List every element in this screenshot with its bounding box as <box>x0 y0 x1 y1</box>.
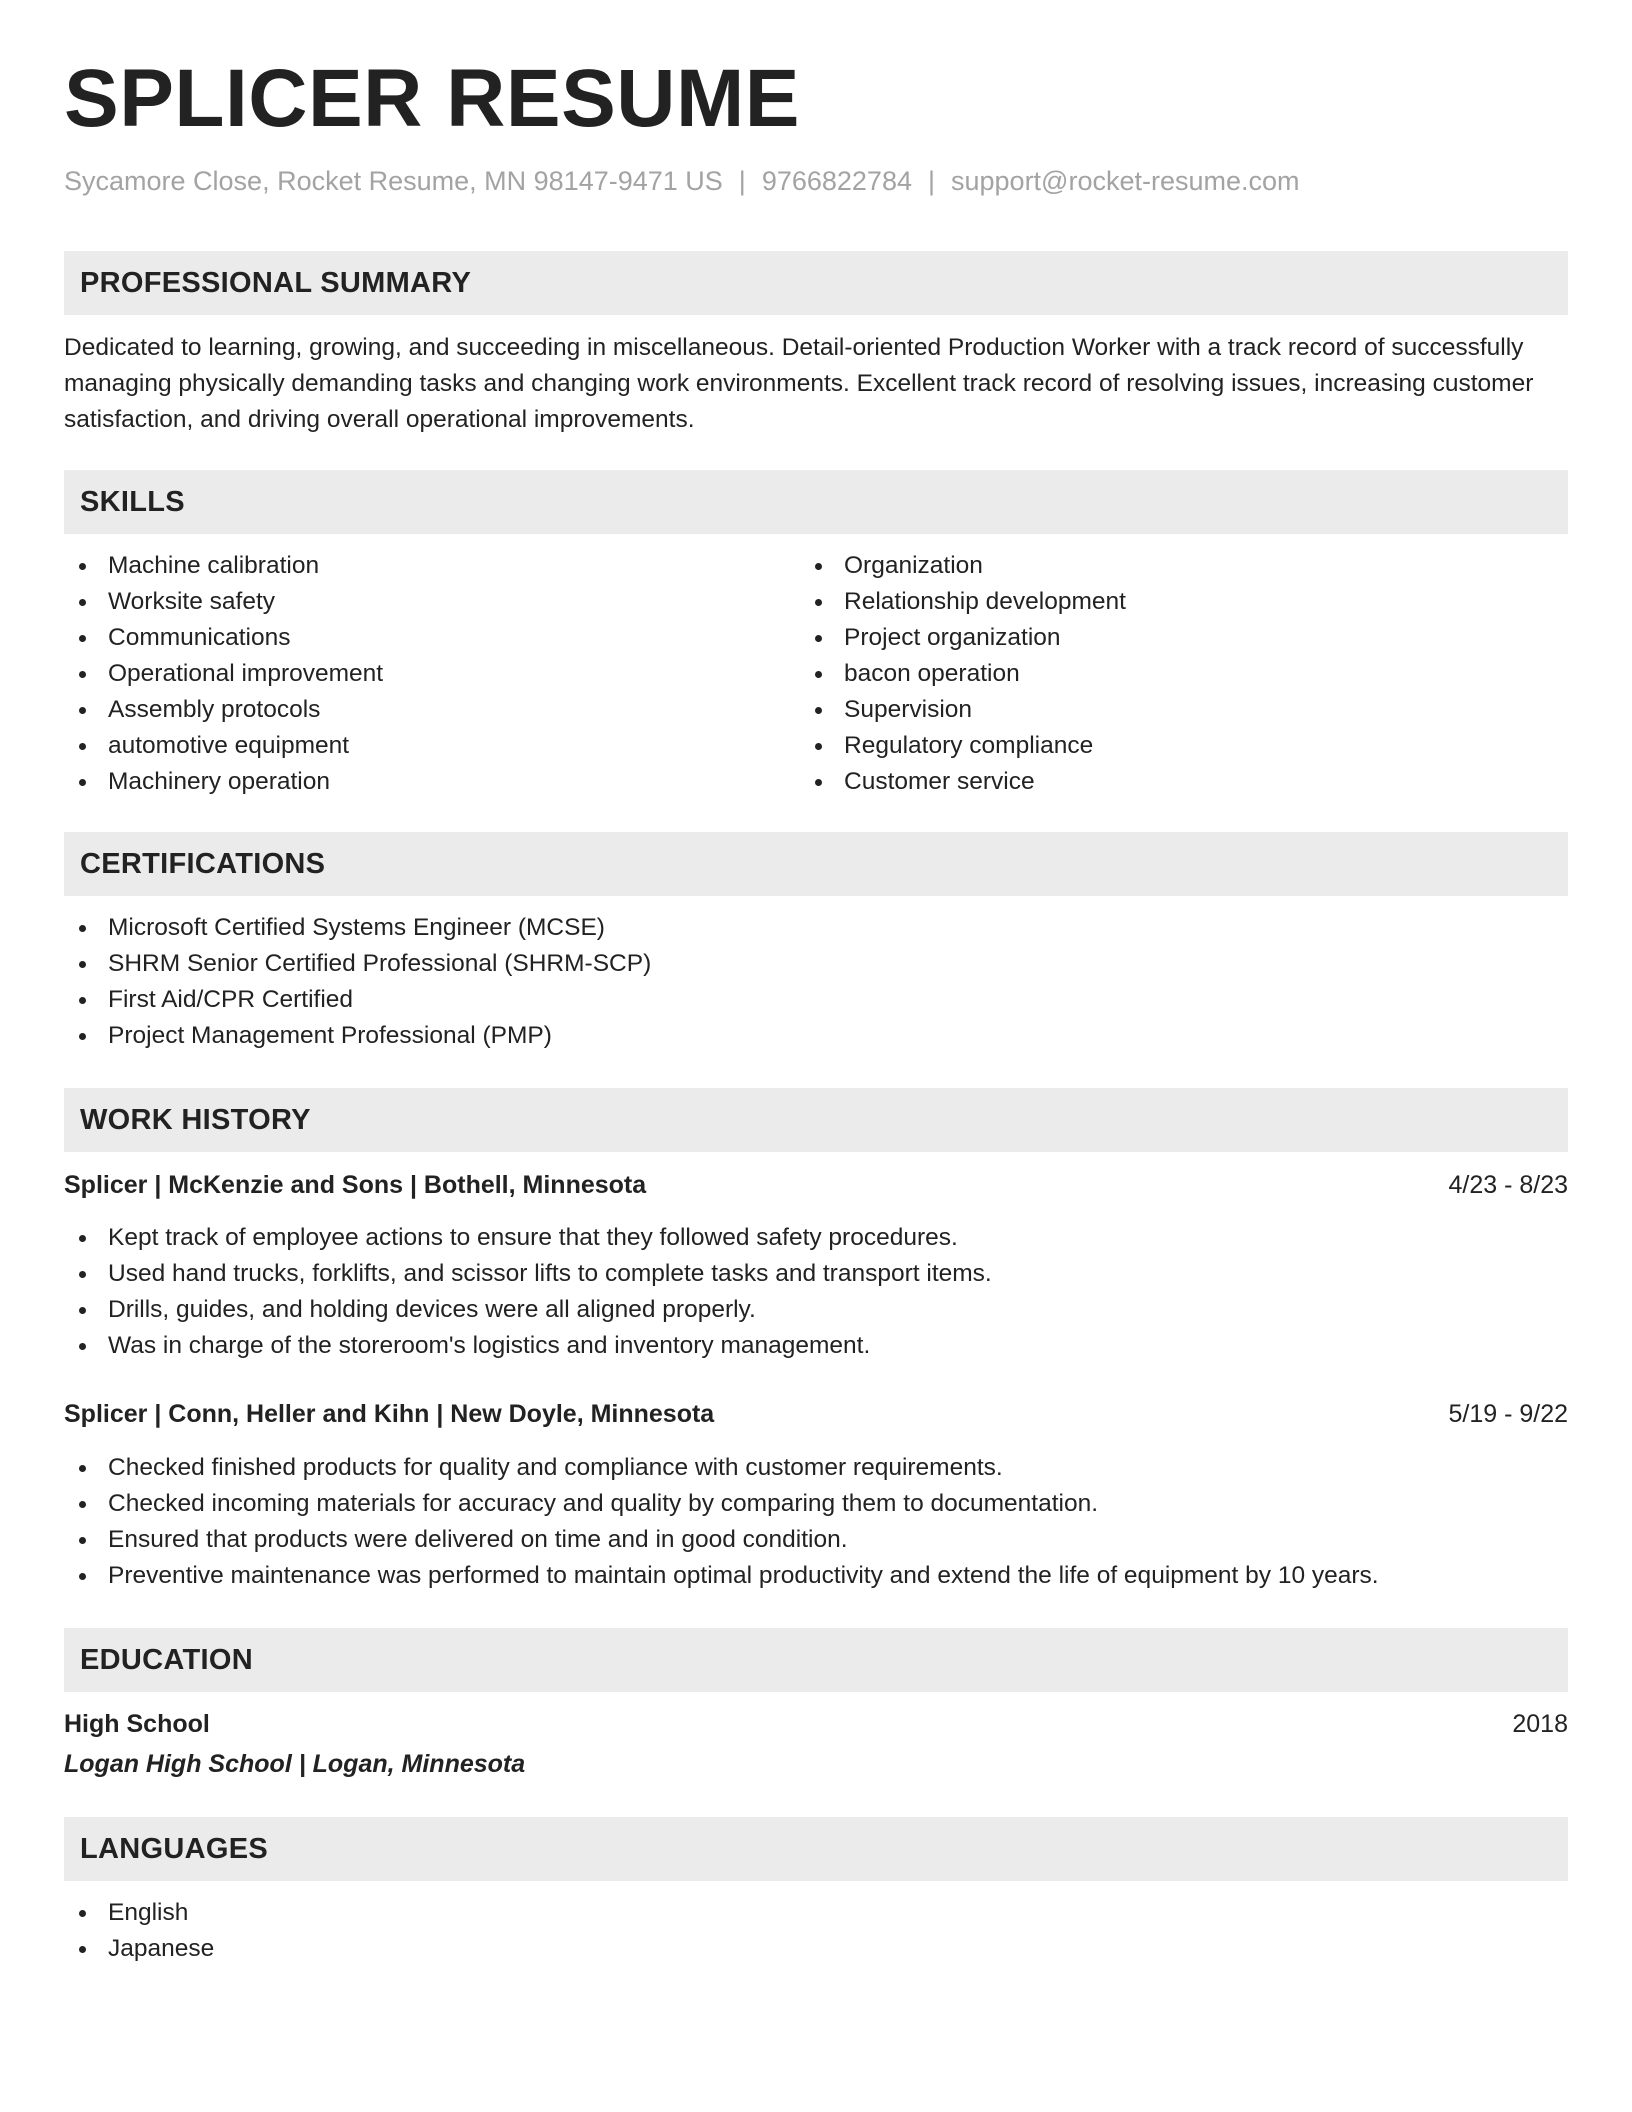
education-header <box>64 1706 1568 1742</box>
skill-item: Relationship development <box>800 584 1126 620</box>
education-year: 2018 <box>1512 1710 1568 1738</box>
skills-list-right <box>800 548 1126 800</box>
job-bullets <box>64 1450 1379 1594</box>
separator: | <box>927 166 935 196</box>
job-header <box>64 1396 1568 1432</box>
job-bullet: Checked incoming materials for accuracy and quality by comparing them to documentation. <box>64 1486 1379 1522</box>
skill-item: automotive equipment <box>64 728 383 764</box>
education-heading: EDUCATION <box>80 1643 253 1676</box>
work-heading: WORK HISTORY <box>80 1103 311 1136</box>
address: Sycamore Close, Rocket Resume, MN 98147-9471 US <box>64 166 723 196</box>
education-section-header <box>64 1628 1568 1692</box>
job-bullet: Ensured that products were delivered on time and in good condition. <box>64 1522 1379 1558</box>
skill-item: bacon operation <box>800 656 1126 692</box>
education-degree: High School <box>64 1710 210 1738</box>
skill-item: Worksite safety <box>64 584 383 620</box>
language-item: Japanese <box>64 1931 214 1967</box>
skill-item: Operational improvement <box>64 656 383 692</box>
job-bullet: Checked finished products for quality and compliance with customer requirements. <box>64 1450 1379 1486</box>
languages-heading: LANGUAGES <box>80 1832 268 1865</box>
education-school: Logan High School | Logan, Minnesota <box>64 1750 526 1778</box>
work-section-header <box>64 1088 1568 1152</box>
skills-list-left <box>64 548 383 800</box>
job-bullet: Preventive maintenance was performed to maintain optimal productivity and extend the life of equipment by 10 years. <box>64 1558 1379 1594</box>
job-bullet: Kept track of employee actions to ensure that they followed safety procedures. <box>64 1220 992 1256</box>
language-item: English <box>64 1895 214 1931</box>
skills-section-header <box>64 470 1568 534</box>
skill-item: Machine calibration <box>64 548 383 584</box>
email: support@rocket-resume.com <box>951 166 1300 196</box>
job-header <box>64 1167 1568 1203</box>
skills-heading: SKILLS <box>80 485 185 518</box>
job-bullet: Drills, guides, and holding devices were all aligned properly. <box>64 1292 992 1328</box>
summary-text: Dedicated to learning, growing, and succeeding in miscellaneous. Detail-oriented Production Worker with a track record of successfully managing physically demanding tasks and changing work environments. Excellent track record of resolving issues, increasing customer satisfaction, and driving overall operational improvements. <box>64 334 1534 433</box>
certifications-heading: CERTIFICATIONS <box>80 847 326 880</box>
job-title: Splicer | Conn, Heller and Kihn | New Doyle, Minnesota <box>64 1400 715 1428</box>
job-title: Splicer | McKenzie and Sons | Bothell, Minnesota <box>64 1171 647 1199</box>
skill-item: Machinery operation <box>64 764 383 800</box>
languages-list <box>64 1895 214 1967</box>
summary-heading: PROFESSIONAL SUMMARY <box>80 266 472 299</box>
separator: | <box>738 166 746 196</box>
certification-item: Microsoft Certified Systems Engineer (MCSE) <box>64 910 651 946</box>
skill-item: Project organization <box>800 620 1126 656</box>
languages-section-header <box>64 1817 1568 1881</box>
skill-item: Customer service <box>800 764 1126 800</box>
skill-item: Communications <box>64 620 383 656</box>
summary-section-header <box>64 251 1568 315</box>
certification-item: Project Management Professional (PMP) <box>64 1018 651 1054</box>
certifications-section-header <box>64 832 1568 896</box>
job-bullet: Used hand trucks, forklifts, and scissor lifts to complete tasks and transport items. <box>64 1256 992 1292</box>
certification-item: SHRM Senior Certified Professional (SHRM-SCP) <box>64 946 651 982</box>
job-bullet: Was in charge of the storeroom's logistics and inventory management. <box>64 1328 992 1364</box>
skill-item: Supervision <box>800 692 1126 728</box>
certification-item: First Aid/CPR Certified <box>64 982 651 1018</box>
resume-title: SPLICER RESUME <box>64 53 800 144</box>
job-dates: 4/23 - 8/23 <box>1448 1171 1568 1199</box>
job-dates: 5/19 - 9/22 <box>1448 1400 1568 1428</box>
job-bullets <box>64 1220 992 1364</box>
skill-item: Organization <box>800 548 1126 584</box>
contact-line <box>64 168 1300 195</box>
phone: 9766822784 <box>761 166 912 196</box>
skill-item: Assembly protocols <box>64 692 383 728</box>
certifications-list <box>64 910 651 1054</box>
skill-item: Regulatory compliance <box>800 728 1126 764</box>
